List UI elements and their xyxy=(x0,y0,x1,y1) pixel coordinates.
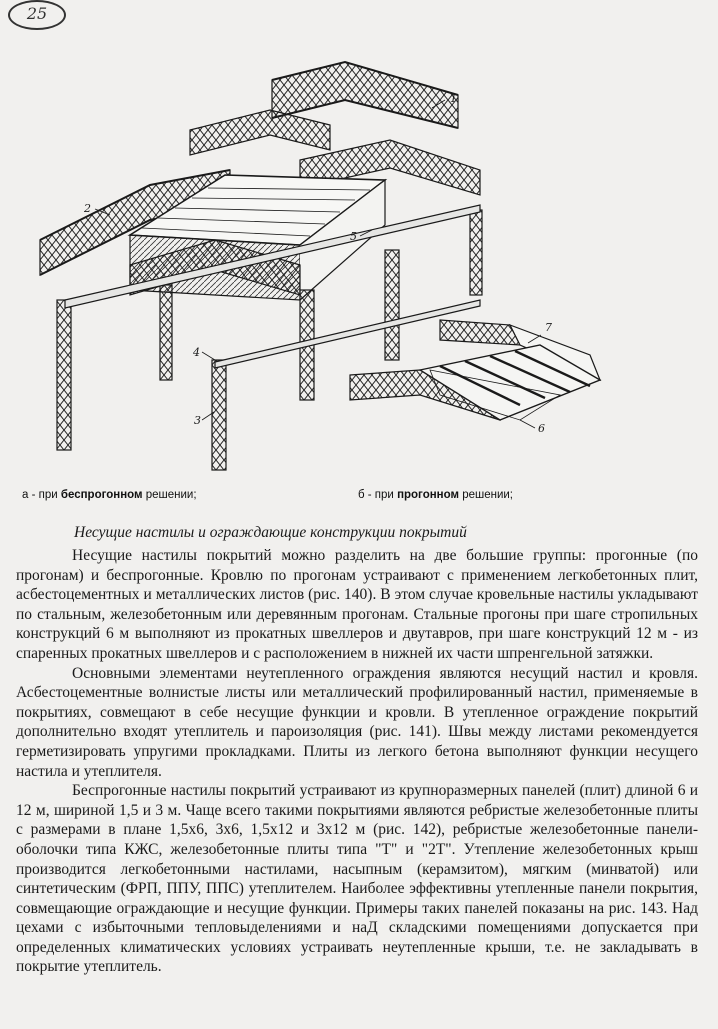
section-title: Несущие настилы и ограждающие конструкции покрытий xyxy=(74,524,467,541)
paragraph: Несущие настилы покрытий можно разделить на две большие группы: прогонные (по прогонам) и беспрогонные. Кровлю по прогонам устраивают с применением легкобетонных плит, асбестоцементных и металлических листов (рис. 140). В этом случае кровельные настилы укладывают по стальным, железобетонным или деревянным прогонам. Стальные прогоны при шаге стропильных конструкций 6 м выполняют из прокатных швеллеров и двутавров, при шаге конструкций 12 м - из спаренных прокатных швеллеров и с расположением в нижней их части шпренгельной затяжки. xyxy=(16,547,698,662)
paragraph: Беспрогонные настилы покрытий устраивают из крупноразмерных панелей (плит) длиной 6 и 12 м, шириной 1,5 и 3 м. Чаще всего такими покрытиями являются ребристые железобетонные плиты с размерами в плане 1,5х6, 3х6, 1,5х12 и 3х12 м (рис. 142), ребристые железобетонные панели-оболочки типа КЖС, железобетонные плиты типа "Т" и "2Т". Утепление железобетонных крыш производится легкобетонными настилами, насыпным (керамзитом), мягким (минватой) или синтетическим (ФРП, ППУ, ППС) утеплителем. Наиболее эффективны утепленные панели покрытия, совмещающие ограждающие и несущие функции. Примеры таких панелей показаны на рис. 143. Над цехами с избыточными тепловыделениями и наД складскими помещениями допускается при определенных климатических условиях устраивать неутепленные крыши, т.е. не закладывать в покрытие утеплитель. xyxy=(16,782,698,976)
paragraph: Основными элементами неутепленного ограждения являются несущий настил и кровля. Асбестоцементные волнистые листы или металлический профилированный настил, применяемые в покрытиях, совмещают в себе несущие функции и кровли. В утепленное ограждение покрытий дополнительно входят утеплитель и пароизоляция (рис. 141). Швы между листами рекомендуется герметизировать упругими прокладками. Плиты из легкого бетона выполняют функции несущего настила и утеплителя. xyxy=(16,664,698,780)
callout-2: 2 xyxy=(84,202,91,215)
caption-a: а - при беспрогонном решении; xyxy=(22,489,197,501)
callout-4: 4 xyxy=(193,346,200,359)
callout-5: 5 xyxy=(350,230,357,243)
body-text xyxy=(16,546,698,977)
callout-3: 3 xyxy=(194,414,201,427)
caption-b: б - при прогонном решении; xyxy=(358,489,514,501)
callout-1: 1 xyxy=(450,92,457,105)
callout-7: 7 xyxy=(545,321,552,334)
steel-frame-illustration xyxy=(0,0,718,480)
callout-6: 6 xyxy=(538,422,545,435)
page-number: 25 xyxy=(8,0,66,30)
